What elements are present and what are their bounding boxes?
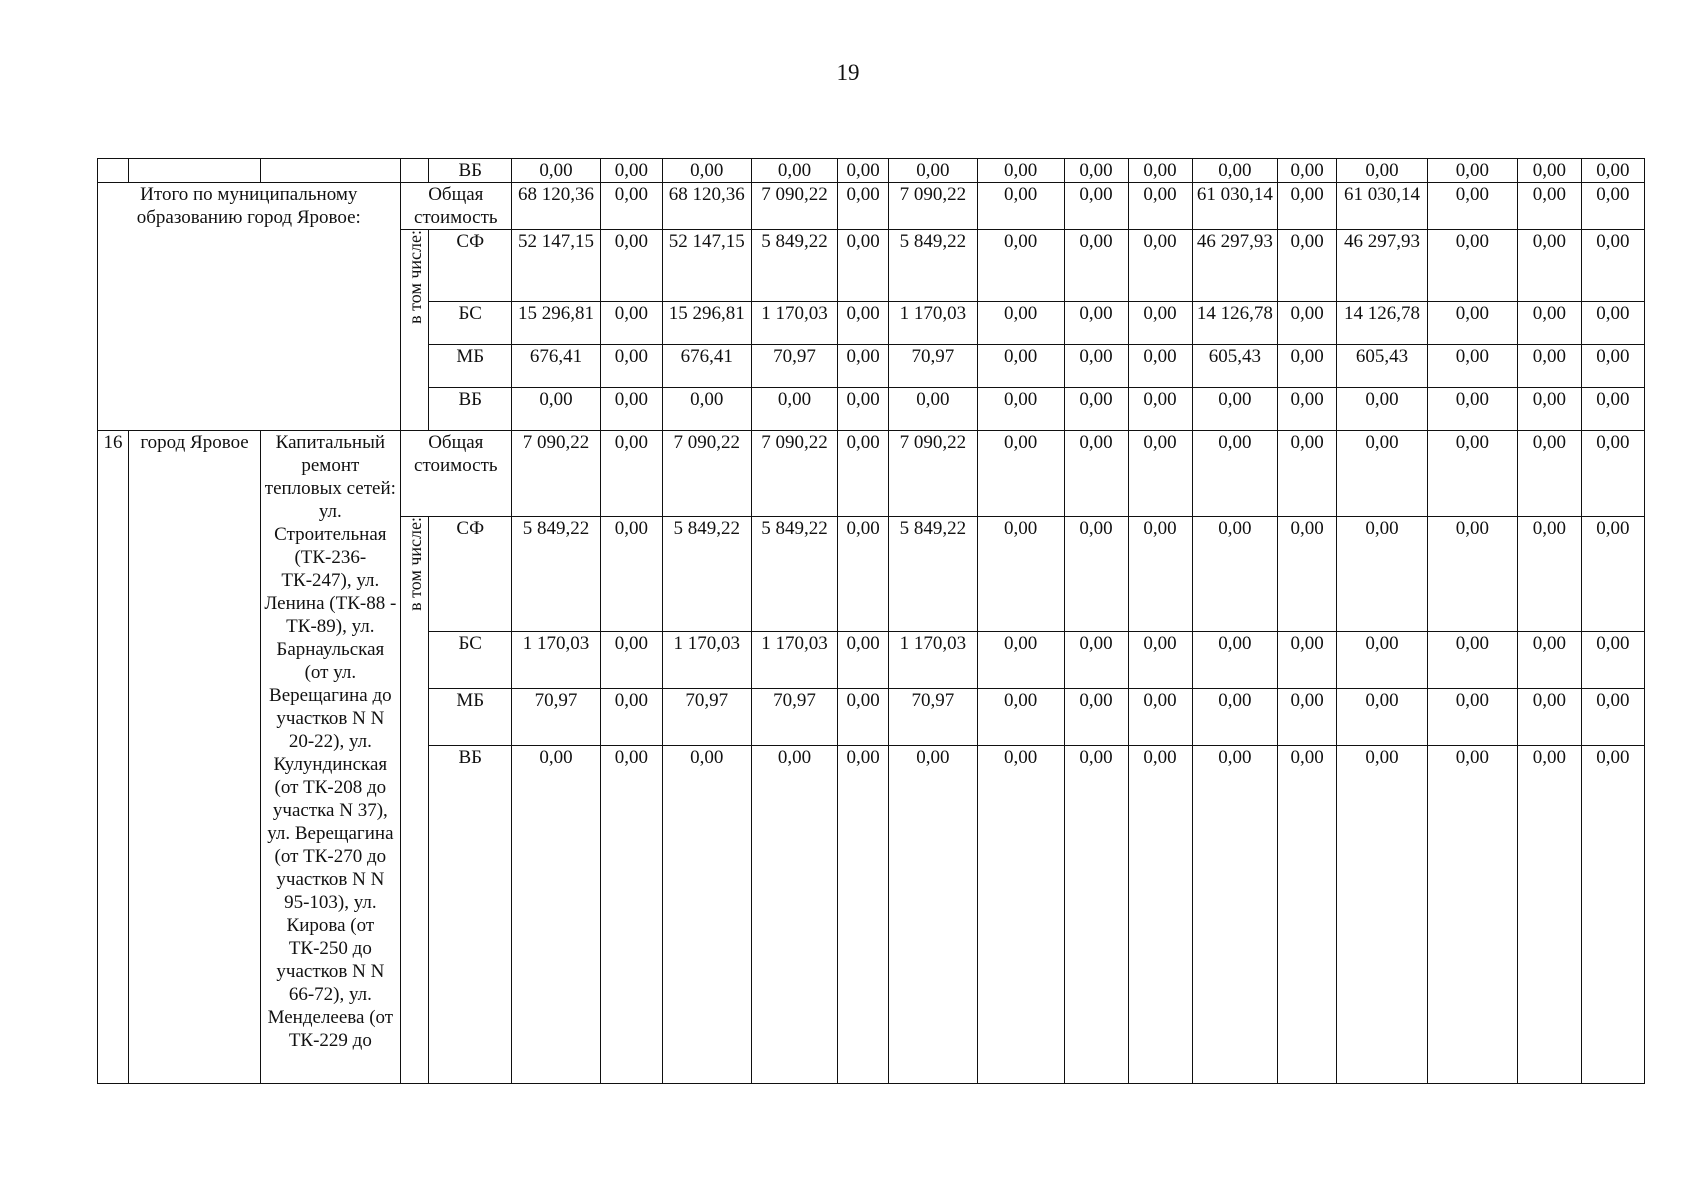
value-cell: 0,00 — [1064, 431, 1128, 517]
value-cell: 0,00 — [600, 230, 662, 302]
value-cell: 1 170,03 — [662, 632, 751, 689]
value-cell: 0,00 — [1278, 183, 1337, 230]
value-cell: 1 170,03 — [888, 632, 977, 689]
value-cell: 0,00 — [1427, 345, 1517, 388]
value-cell: 0,00 — [600, 388, 662, 431]
value-cell: 0,00 — [1278, 632, 1337, 689]
value-cell: 0,00 — [1128, 388, 1192, 431]
value-cell: 0,00 — [977, 230, 1064, 302]
value-cell: 1 170,03 — [512, 632, 601, 689]
value-cell: 0,00 — [1337, 159, 1428, 183]
value-cell: 0,00 — [1192, 632, 1278, 689]
value-cell: 0,00 — [1517, 632, 1581, 689]
value-cell: 0,00 — [977, 388, 1064, 431]
value-cell: 0,00 — [1337, 517, 1428, 632]
page-number: 19 — [836, 60, 860, 85]
value-cell: 0,00 — [1581, 632, 1644, 689]
budget-table — [97, 158, 1645, 1084]
value-cell: 52 147,15 — [662, 230, 751, 302]
value-cell: 0,00 — [1427, 431, 1517, 517]
municipality-cell — [128, 159, 260, 183]
value-cell: 1 170,03 — [888, 302, 977, 345]
value-cell: 0,00 — [512, 388, 601, 431]
value-cell: 0,00 — [1517, 517, 1581, 632]
value-cell: 0,00 — [600, 746, 662, 1084]
value-cell: 61 030,14 — [1337, 183, 1428, 230]
value-cell: 605,43 — [1337, 345, 1428, 388]
value-cell: 70,97 — [512, 689, 601, 746]
value-cell: 0,00 — [1278, 517, 1337, 632]
value-cell: 0,00 — [600, 183, 662, 230]
value-cell: 0,00 — [512, 159, 601, 183]
value-cell: 0,00 — [751, 159, 838, 183]
value-cell: 0,00 — [1128, 632, 1192, 689]
row-label: СФ — [429, 230, 512, 302]
row-label: МБ — [429, 689, 512, 746]
value-cell: 0,00 — [977, 517, 1064, 632]
value-cell: 0,00 — [1192, 689, 1278, 746]
value-cell: 0,00 — [977, 345, 1064, 388]
item-municipality: город Яровое — [128, 431, 260, 1084]
value-cell: 0,00 — [1517, 431, 1581, 517]
value-cell: 7 090,22 — [888, 431, 977, 517]
value-cell: 0,00 — [600, 345, 662, 388]
value-cell: 7 090,22 — [662, 431, 751, 517]
value-cell: 0,00 — [1337, 689, 1428, 746]
value-cell: 0,00 — [1064, 345, 1128, 388]
top-continuation-row — [98, 159, 1645, 183]
value-cell: 0,00 — [1064, 517, 1128, 632]
value-cell: 0,00 — [1128, 230, 1192, 302]
row-label: МБ — [429, 345, 512, 388]
value-cell: 0,00 — [1278, 689, 1337, 746]
value-cell: 0,00 — [1278, 431, 1337, 517]
item-row-overall — [98, 431, 1645, 517]
value-cell: 0,00 — [1064, 689, 1128, 746]
value-cell: 0,00 — [977, 183, 1064, 230]
value-cell: 0,00 — [1517, 746, 1581, 1084]
value-cell: 0,00 — [1427, 230, 1517, 302]
item-description: Капитальный ремонт тепловых сетей: ул. Строительная (ТК-236-ТК-247), ул. Ленина (ТК-88 - ТК-89), ул. Барнаульская (от ул. Верещагина до участков N N 20-22), ул. Кулундинская (от ТК-208 до участка N 37), ул. Верещагина (от ТК-270 до участков N N 95-103), ул. Кирова (от ТК-250 до участков N N 66-72), ул. Менделеева (от ТК-229 до — [261, 431, 400, 1084]
value-cell: 0,00 — [512, 746, 601, 1084]
value-cell: 15 296,81 — [662, 302, 751, 345]
value-cell: 5 849,22 — [512, 517, 601, 632]
value-cell: 15 296,81 — [512, 302, 601, 345]
value-cell: 0,00 — [1064, 388, 1128, 431]
value-cell: 0,00 — [838, 632, 889, 689]
value-cell: 14 126,78 — [1192, 302, 1278, 345]
value-cell: 0,00 — [838, 230, 889, 302]
value-cell: 0,00 — [977, 302, 1064, 345]
value-cell: 0,00 — [1128, 431, 1192, 517]
value-cell: 7 090,22 — [512, 431, 601, 517]
value-cell: 0,00 — [1278, 746, 1337, 1084]
value-cell: 0,00 — [888, 159, 977, 183]
value-cell: 0,00 — [1064, 746, 1128, 1084]
row-label: ВБ — [429, 746, 512, 1084]
value-cell: 0,00 — [838, 302, 889, 345]
value-cell: 0,00 — [1581, 345, 1644, 388]
value-cell: 676,41 — [512, 345, 601, 388]
value-cell: 0,00 — [1278, 345, 1337, 388]
value-cell: 0,00 — [1128, 746, 1192, 1084]
value-cell: 68 120,36 — [662, 183, 751, 230]
value-cell: 0,00 — [1337, 431, 1428, 517]
row-label: БС — [429, 302, 512, 345]
value-cell: 0,00 — [1278, 230, 1337, 302]
value-cell: 0,00 — [1517, 388, 1581, 431]
value-cell: 0,00 — [662, 159, 751, 183]
value-cell: 0,00 — [1581, 388, 1644, 431]
value-cell: 0,00 — [838, 159, 889, 183]
value-cell: 0,00 — [1337, 746, 1428, 1084]
value-cell: 0,00 — [1581, 183, 1644, 230]
value-cell: 0,00 — [1581, 689, 1644, 746]
row-label: СФ — [429, 517, 512, 632]
value-cell: 0,00 — [1337, 388, 1428, 431]
value-cell: 5 849,22 — [888, 517, 977, 632]
value-cell: 0,00 — [600, 689, 662, 746]
row-label: ВБ — [429, 388, 512, 431]
value-cell: 0,00 — [1581, 159, 1644, 183]
value-cell: 5 849,22 — [888, 230, 977, 302]
value-cell: 0,00 — [838, 345, 889, 388]
row-label: ВБ — [429, 159, 512, 183]
value-cell: 0,00 — [888, 746, 977, 1084]
including-label-cell — [400, 230, 429, 431]
value-cell: 0,00 — [977, 746, 1064, 1084]
value-cell: 61 030,14 — [1192, 183, 1278, 230]
value-cell: 46 297,93 — [1192, 230, 1278, 302]
value-cell: 0,00 — [1427, 159, 1517, 183]
value-cell: 0,00 — [1278, 388, 1337, 431]
value-cell: 0,00 — [1427, 183, 1517, 230]
row-label: Общая стоимость — [400, 183, 512, 230]
value-cell: 0,00 — [1064, 183, 1128, 230]
value-cell: 7 090,22 — [751, 431, 838, 517]
value-cell: 5 849,22 — [751, 230, 838, 302]
value-cell: 70,97 — [888, 689, 977, 746]
value-cell: 0,00 — [1581, 302, 1644, 345]
value-cell: 0,00 — [1581, 517, 1644, 632]
value-cell: 0,00 — [1128, 183, 1192, 230]
value-cell: 7 090,22 — [751, 183, 838, 230]
value-cell: 0,00 — [600, 632, 662, 689]
including-label: в том числе: — [404, 517, 425, 611]
value-cell: 0,00 — [977, 159, 1064, 183]
value-cell: 0,00 — [1278, 302, 1337, 345]
value-cell: 0,00 — [600, 302, 662, 345]
value-cell: 52 147,15 — [512, 230, 601, 302]
value-cell: 0,00 — [1337, 632, 1428, 689]
value-cell: 0,00 — [1517, 159, 1581, 183]
value-cell: 0,00 — [1064, 230, 1128, 302]
value-cell: 0,00 — [1517, 345, 1581, 388]
value-cell: 70,97 — [751, 345, 838, 388]
value-cell: 68 120,36 — [512, 183, 601, 230]
value-cell: 46 297,93 — [1337, 230, 1428, 302]
value-cell: 0,00 — [1128, 159, 1192, 183]
value-cell: 0,00 — [838, 388, 889, 431]
value-cell: 0,00 — [1581, 431, 1644, 517]
value-cell: 0,00 — [1128, 302, 1192, 345]
value-cell: 0,00 — [1427, 632, 1517, 689]
value-cell: 0,00 — [1064, 302, 1128, 345]
value-cell: 0,00 — [1128, 345, 1192, 388]
value-cell: 0,00 — [1192, 746, 1278, 1084]
value-cell: 0,00 — [600, 159, 662, 183]
object-cell — [261, 159, 400, 183]
value-cell: 0,00 — [1517, 302, 1581, 345]
value-cell: 0,00 — [1427, 746, 1517, 1084]
row-label: Общая стоимость — [400, 431, 512, 517]
including-cell — [400, 159, 429, 183]
value-cell: 0,00 — [662, 746, 751, 1084]
value-cell: 0,00 — [1192, 388, 1278, 431]
value-cell: 605,43 — [1192, 345, 1278, 388]
value-cell: 0,00 — [600, 431, 662, 517]
value-cell: 0,00 — [1192, 159, 1278, 183]
value-cell: 0,00 — [1064, 159, 1128, 183]
value-cell: 1 170,03 — [751, 632, 838, 689]
value-cell: 0,00 — [1128, 517, 1192, 632]
value-cell: 0,00 — [888, 388, 977, 431]
value-cell: 0,00 — [751, 388, 838, 431]
value-cell: 0,00 — [751, 746, 838, 1084]
value-cell: 0,00 — [977, 632, 1064, 689]
value-cell: 0,00 — [838, 431, 889, 517]
value-cell: 5 849,22 — [751, 517, 838, 632]
value-cell: 70,97 — [888, 345, 977, 388]
value-cell: 0,00 — [1427, 689, 1517, 746]
value-cell: 7 090,22 — [888, 183, 977, 230]
value-cell: 0,00 — [1427, 302, 1517, 345]
value-cell: 0,00 — [838, 183, 889, 230]
value-cell: 0,00 — [1128, 689, 1192, 746]
value-cell: 0,00 — [1064, 632, 1128, 689]
value-cell: 0,00 — [838, 746, 889, 1084]
including-label-cell — [400, 517, 429, 1084]
row-label: БС — [429, 632, 512, 689]
value-cell: 0,00 — [600, 517, 662, 632]
value-cell: 0,00 — [1278, 159, 1337, 183]
total-row-overall — [98, 183, 1645, 230]
value-cell: 0,00 — [1192, 431, 1278, 517]
value-cell: 0,00 — [977, 431, 1064, 517]
value-cell: 70,97 — [662, 689, 751, 746]
value-cell: 70,97 — [751, 689, 838, 746]
value-cell: 0,00 — [977, 689, 1064, 746]
value-cell: 1 170,03 — [751, 302, 838, 345]
value-cell: 0,00 — [1427, 517, 1517, 632]
including-label: в том числе: — [404, 230, 425, 324]
value-cell: 676,41 — [662, 345, 751, 388]
value-cell: 14 126,78 — [1337, 302, 1428, 345]
value-cell: 0,00 — [662, 388, 751, 431]
value-cell: 0,00 — [1192, 517, 1278, 632]
value-cell: 0,00 — [1427, 388, 1517, 431]
value-cell: 0,00 — [1517, 689, 1581, 746]
value-cell: 0,00 — [838, 689, 889, 746]
index-cell — [98, 159, 129, 183]
value-cell: 0,00 — [1517, 183, 1581, 230]
value-cell: 5 849,22 — [662, 517, 751, 632]
total-title: Итого по муниципальному образованию город Яровое: — [98, 183, 401, 431]
value-cell: 0,00 — [1581, 230, 1644, 302]
value-cell: 0,00 — [838, 517, 889, 632]
value-cell: 0,00 — [1581, 746, 1644, 1084]
value-cell: 0,00 — [1517, 230, 1581, 302]
item-index: 16 — [98, 431, 129, 1084]
